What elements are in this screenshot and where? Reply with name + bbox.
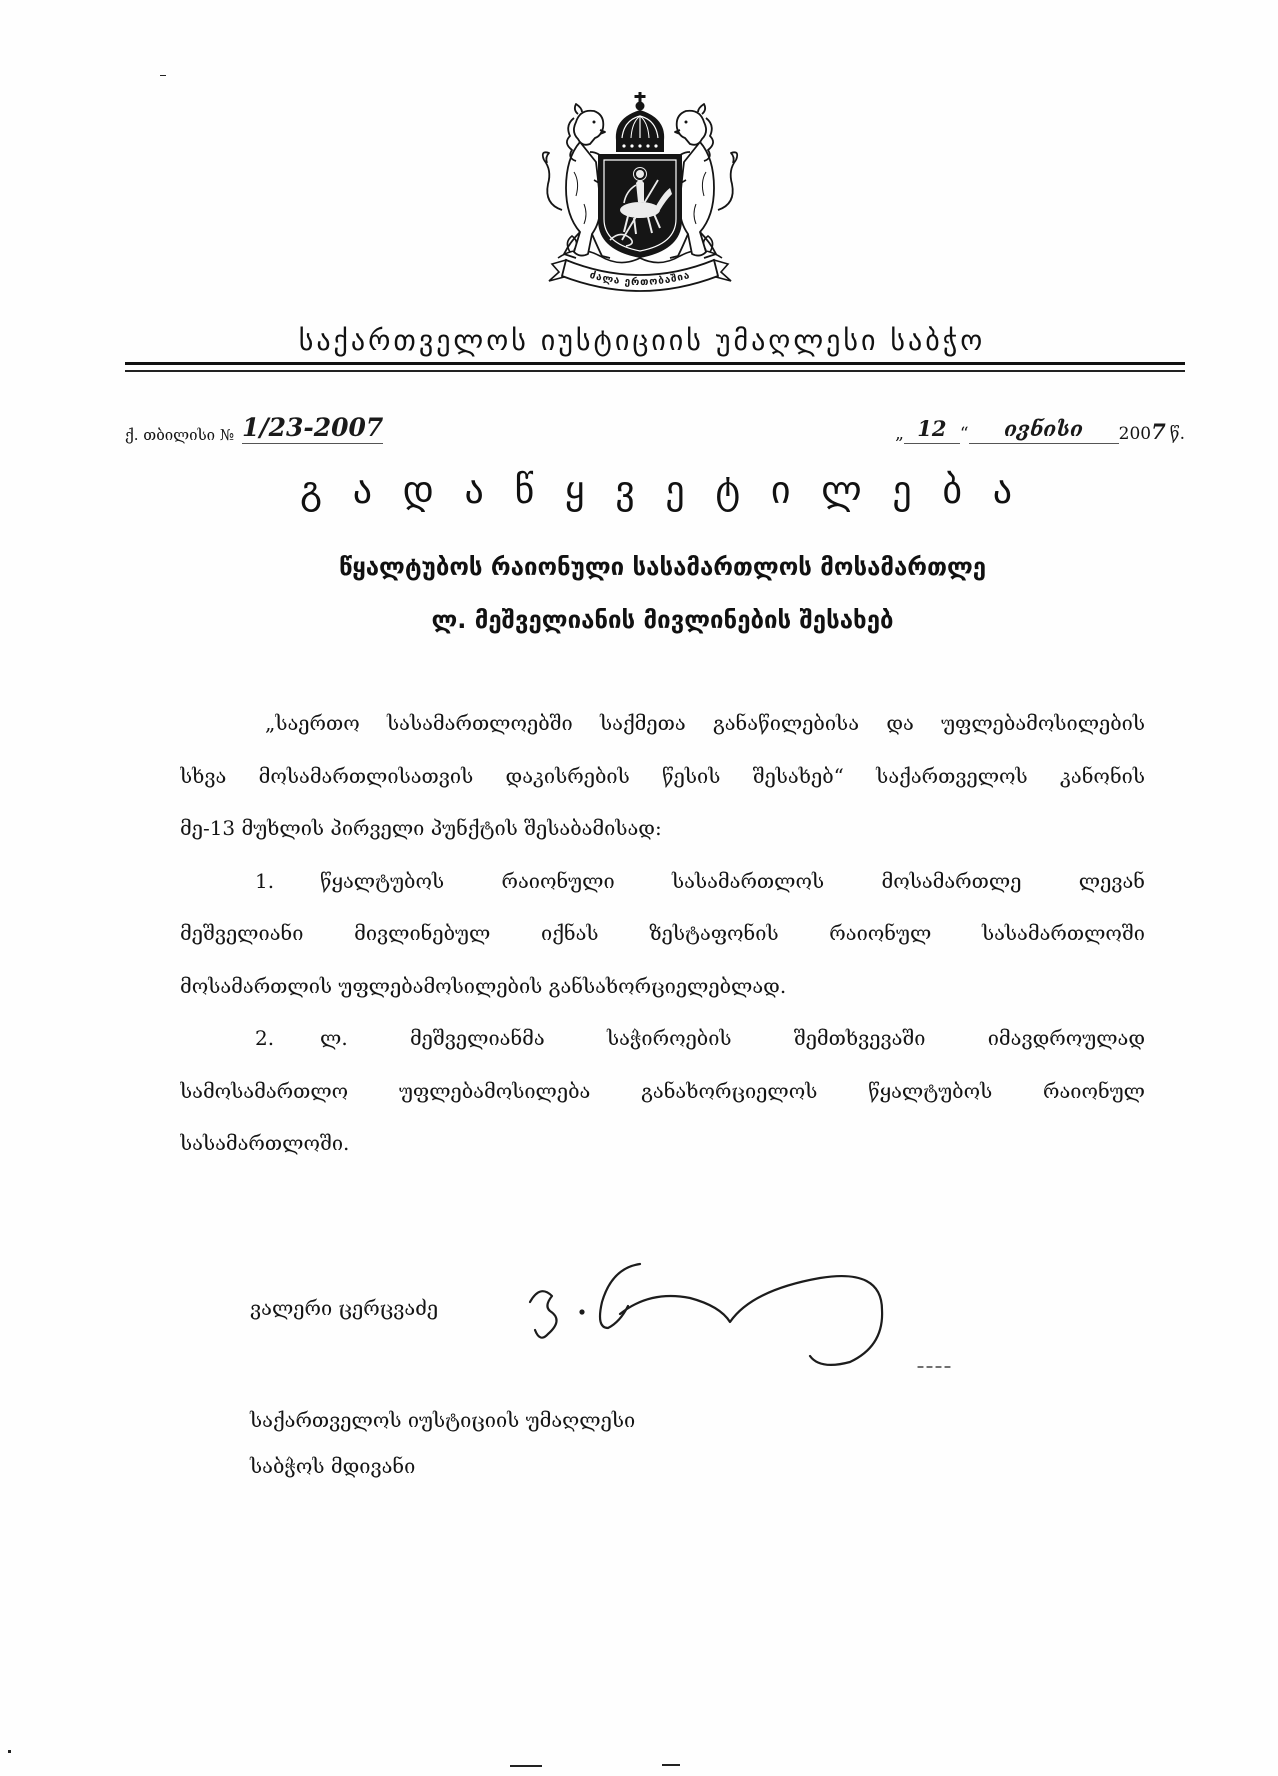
item-2-line: ლ. მეშველიანმა საჭიროების შემთხვევაში იმავდროულად: [320, 1026, 1145, 1050]
item-1-number: 1.: [255, 868, 275, 893]
motto-text: ძალა ერთობაშია: [588, 269, 692, 289]
preamble-line: მე-13 მუხლის პირველი პუნქტის შესაბამისად:: [180, 816, 662, 840]
header-rule-thin: [125, 370, 1185, 372]
date-year-printed: 200: [1118, 424, 1152, 444]
scan-artifact: [8, 1750, 11, 1753]
number-field: [242, 413, 383, 444]
document-number: 1/23-2007: [242, 413, 384, 442]
item-1-line: წყალტუბოს რაიონული სასამართლოს მოსამართლე ლევან: [320, 868, 1145, 893]
date-year-handwritten: 7: [1151, 419, 1166, 444]
organization-title: საქართველოს იუსტიციის უმაღლესი საბჭო: [298, 324, 986, 357]
preamble-line: სხვა მოსამართლისათვის დაკისრების წესის შესახებ“ საქართველოს კანონის: [180, 763, 1145, 788]
place-label: ქ. თბილისი №: [125, 426, 235, 444]
signatory-name: ვალერი ცერცვაძე: [250, 1296, 439, 1320]
item-1-line: მეშველიანი მივლინებულ იქნას ზესტაფონის რაიონულ სასამართლოში: [180, 921, 1145, 945]
date-month: ივნისი: [1004, 416, 1083, 441]
quote-close: “: [959, 424, 969, 444]
document-type-title: გ ა დ ა წ ყ ვ ე ტ ი ლ ე ბ ა: [300, 468, 1012, 512]
day-field: [904, 415, 960, 444]
scan-artifact: [160, 75, 166, 76]
document-subtitle-line1: წყალტუბოს რაიონული სასამართლოს მოსამართლე: [338, 553, 987, 581]
motto-banner: [549, 260, 731, 291]
item-2-line: სასამართლოში.: [180, 1131, 350, 1155]
item-1-first-line: [255, 855, 1145, 908]
date-suffix: წ.: [1169, 424, 1185, 444]
month-field: [969, 415, 1119, 444]
scan-artifact: [662, 1764, 680, 1766]
signatory-position-line2: საბჭოს მდივანი: [250, 1454, 416, 1478]
date-day: 12: [917, 416, 947, 441]
document-date: [895, 408, 1185, 444]
signatory-position-line1: საქართველოს იუსტიციის უმაღლესი: [250, 1408, 636, 1432]
item-2-first-line: [255, 1012, 1145, 1065]
item-2-line: სამოსამართლო უფლებამოსილება განახორციელოს წყალტუბოს რაიონულ: [180, 1078, 1145, 1103]
header-rule-thick: [125, 362, 1185, 365]
item-2-number: 2.: [255, 1026, 275, 1050]
document-subtitle-line2: ლ. მეშველიანის მივლინების შესახებ: [431, 606, 894, 634]
shield-icon: [598, 154, 682, 258]
document-body: [180, 697, 1145, 1170]
document-reference: [125, 408, 383, 444]
scan-artifact: [510, 1765, 542, 1767]
crown-icon: [616, 92, 664, 152]
preamble-line: „საერთო სასამართლოებში საქმეთა განაწილებისა და უფლებამოსილების: [265, 711, 1145, 735]
item-1-line: მოსამართლის უფლებამოსილების განსახორციელებლად.: [180, 973, 787, 998]
handwritten-signature: [520, 1250, 970, 1380]
coat-of-arms-emblem: [540, 92, 740, 297]
quote-open: „: [895, 424, 904, 444]
